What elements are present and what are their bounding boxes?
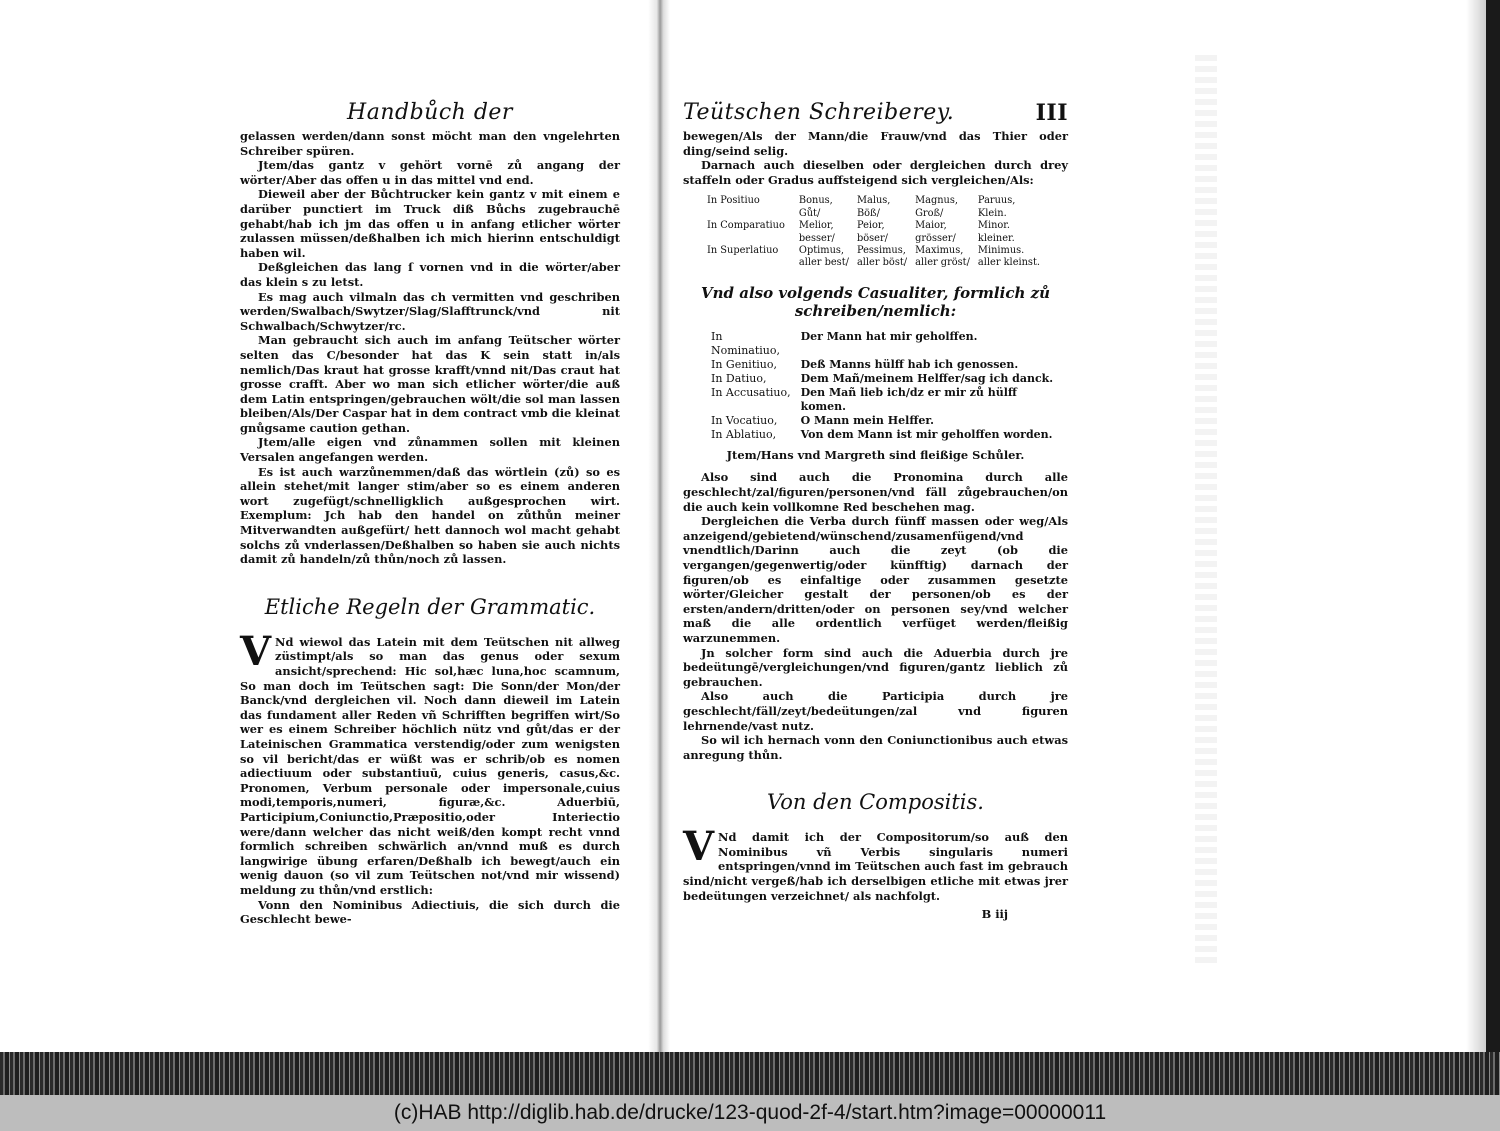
paragraph: So wil ich hernach vonn den Coniunctionibus auch etwas anregung thůn. [683,733,1068,762]
paragraph-with-drop-cap [240,627,620,898]
table-row [711,372,1068,386]
table-cell: Malus, [856,195,891,207]
book-gutter [648,0,670,1060]
scan-bottom-edge [0,1052,1500,1095]
table-cell: Melior, [798,220,834,232]
page-edge-shadow [1466,0,1486,1060]
declension-table [711,330,1068,442]
paragraph: bewegen/Als der Mann/die Frauw/vnd das Thier oder ding/seind selig. [683,129,1068,158]
paragraph: Jtem/alle eigen vnd zůnammen sollen mit kleinen Versalen angefangen werden. [240,435,620,465]
table-row [711,428,1068,442]
table-cell [707,257,799,269]
table-row [707,195,1048,207]
table-cell [707,233,799,245]
table-cell: böser/ [856,232,888,244]
table-row [707,208,1048,220]
case-example: Von dem Mann ist mir geholffen worden. [800,427,1053,441]
table-row [707,220,1048,232]
table-cell: grösser/ [915,232,956,244]
table-cell: Gůt/ [798,207,821,219]
table-row [711,386,1068,414]
table-row [707,245,1048,257]
table-cell: Paruus, [977,195,1016,207]
paragraph: Also auch die Participia durch jre geschlecht/fäll/zeyt/bedeütungen/zal vnd figuren lehrnende/vast nutz. [683,689,1068,733]
paragraph: Vonn den Nominibus Adiectiuis, die sich durch die Geschlecht bewe- [240,897,620,927]
right-page-header [683,100,1068,125]
table-cell: Magnus, [915,195,958,207]
casual-heading: Vnd also volgends Casualiter, formlich zů schreiben/nemlich: [700,283,1051,320]
case-label: In Vocatiuo, [711,413,778,427]
left-page-header: Handbůch der [347,100,513,125]
show-through-margin [1195,55,1217,965]
table-cell: besser/ [798,232,835,244]
table-row [707,257,1048,269]
section-title: Etliche Regeln der Grammatic. [264,594,596,619]
comparison-degrees-table [707,195,1048,269]
table-cell: Optimus, [798,245,845,256]
running-title: Teütschen Schreiberey. [683,100,955,125]
case-label: In Nominatiuo, [711,329,780,357]
paragraph: gelassen werden/dann sonst möcht man den vngelehrten Schreiber spüren. [240,129,620,158]
table-cell: Klein. [977,207,1007,219]
paragraph-text: Nd damit ich der Compositorum/so auß den Nominibus vñ Verbis singularis numeri entspringen/vnnd im Teütschen auch fast im gebrauch sind/nicht vergeß/hab ich derselbigen etliche mit etwas jrer bedeütungen verzeichnet/ als nachfolgt. [683,830,1068,903]
table-cell: Maior, [915,220,947,232]
table-cell: Minimus. [977,245,1025,256]
case-example: O Mann mein Helffer. [800,413,934,427]
table-cell: aller gröst/ [915,257,970,269]
case-label: In Genitiuo, [711,357,777,371]
paragraph: Es mag auch vilmaln das ch vermitten vnd geschriben werden/Swalbach/Swytzer/Slag/Slafftrunck/vnd nit Schwalbach/Schwytzer/rc. [240,289,620,333]
signature-mark: B iij [981,907,1008,922]
right-page [683,100,1068,921]
table-cell: aller best/ [798,257,849,269]
table-cell: Böß/ [856,207,880,219]
case-label: In Ablatiuo, [711,427,777,441]
paragraph: Jn solcher form sind auch die Aduerbia durch jre bedeütungē/vergleichungen/vnd figuren/gantz lieblich zů gebrauchen. [683,645,1068,689]
paragraph: Es ist auch warzůnemmen/daß das wörtlein (zů) so es allein stehet/mit langer stim/aber so es einem anderen wort zugefügt/schnelligklich außgesprochen wirt. Exemplum: Jch hab den handel on zůthůn meiner Mitverwandten außgefürt/ hett dannoch wol macht gehabt solchs zů vnderlassen/Deßhalben so haben sie auch nichts damit zů handeln/zů thůn/noch zů lassen. [240,464,620,567]
table-cell: kleiner. [977,232,1015,244]
table-row [711,330,1068,358]
copyright-footer: (c)HAB http://diglib.hab.de/drucke/123-quod-2f-4/start.htm?image=00000011 [0,1095,1500,1131]
section-title: Von den Compositis. [767,790,984,815]
page-number: III [1035,100,1068,126]
paragraph: Dergleichen die Verba durch fünff massen oder weg/Als anzeigend/gebietend/wünschend/zusamenfügend/vnd vnendtlich/Darinn auch die zeyt (ob die vergangen/gegenwertig/oder künfftig) darnach der figuren/ob es einfaltige oder zusammen gesetzte wörter/Gleicher gestalt der personen/ob es der ersten/andern/dritten/oder on personen sey/vnd welcher maß die alle ordentlich verfüget werden/fleißig warzunemmen. [683,514,1068,645]
paragraph: Jtem/das gantz v gehört vornē zů angang der wörter/Aber das offen u in das mittel vnd end. [240,158,620,187]
case-label: In Datiuo, [711,371,767,385]
paragraph: Darnach auch dieselben oder dergleichen durch drey staffeln oder Gradus auffsteigend sich vergleichen/Als: [683,158,1068,187]
drop-cap: V [683,823,715,871]
table-cell [707,208,799,220]
case-example: Deß Manns hülff hab ich genossen. [800,357,1019,371]
case-example: Der Mann hat mir geholffen. [800,329,978,343]
case-example: Dem Mañ/meinem Helffer/sag ich danck. [800,371,1054,385]
paragraph-with-drop-cap [683,823,1068,903]
table-cell: aller kleinst. [977,257,1041,269]
paragraph-text: Nd wiewol das Latein mit dem Teütschen nit allweg züstimpt/als so man das genus oder sexum ansicht/sprechend: Hic sol,hæc luna,hoc scamnum, So man doch im Teütschen sagt: Die Sonn/der Mon/der Banck/vnd dergleichen vil. Noch dann dieweil im Latein das fundament aller Reden vñ Schrifften begriffen wirt/So wer es einem Schreiber höchlich nütz vnd gůt/das er der Lateinischen Grammatica verstendig/oder zum wenigsten so vil bericht/das er wüßt was er schrib/ob es nomen adiectiuum oder substantiuū, cuius generis, casus,&c. Pronomen, Verbum personale oder impersonale,cuius modi,temporis,numeri, figuræ,&c. Aduerbiū, Participium,Coniunctio,Præpositio,oder Interiectio were/dann welcher das nicht weiß/den kompt recht vnnd formlich schreiben schwärlich an/vnnd muß es durch langwirige übung erfaren/Deßhalb ich bewegt/auch ein wenig dauon (so vil zum Teütschen not/vnd mir wissend) meldung zu thůn/vnd erstlich: [240,634,620,897]
table-cell: aller böst/ [856,257,908,269]
case-label: In Accusatiuo, [711,385,791,399]
scan-border-right [1486,0,1500,1060]
paragraph: Deßgleichen das lang ſ vornen vnd in die wörter/aber das klein s zu letst. [240,260,620,289]
table-cell: Bonus, [798,195,833,207]
table-cell: In Positiuo [707,195,760,207]
table-cell: In Superlatiuo [707,245,779,256]
table-row [707,233,1048,245]
example-line: Jtem/Hans vnd Margreth sind fleißige Schůler. [726,447,1025,462]
table-cell: Pessimus, [856,245,906,256]
drop-cap: V [240,627,272,675]
table-cell: Groß/ [915,207,944,219]
paragraph: Man gebraucht sich auch im anfang Teütscher wörter selten das C/besonder hat das K sein statt in/als nemlich/Das kraut hat grosse krafft/vnnd nit/Das craut hat grosse crafft. Aber wo man sich etlicher wörter/die auß dem Latin entspringen/gebrauchen wölt/die sol man lassen bleiben/Als/Der Caspar hat in dem contract vmb die kleinat gnůgsame caution gethan. [240,333,620,435]
table-row [711,358,1068,372]
left-page [240,100,620,927]
table-row [711,414,1068,428]
paragraph: Dieweil aber der Bůchtrucker kein gantz v mit einem e darüber punctiert im Truck diß Bůchs zugebrauchē gehabt/hab ich jm das offen u in anfang etlicher wörter zulassen müssen/deßhalben ich mich hierinn entschuldigt haben wil. [240,187,620,260]
table-cell: Peior, [856,220,885,232]
paragraph: Also sind auch die Pronomina durch alle geschlecht/zal/figuren/personen/vnd fäll zůgebrauchen/on die auch kein vollkomne Red beschehen mag. [683,470,1068,514]
case-example: Den Mañ lieb ich/dz er mir zů hülff komen. [800,385,1017,413]
table-cell: In Comparatiuo [707,220,785,232]
table-cell: Maximus, [915,245,964,256]
table-cell: Minor. [977,220,1011,232]
